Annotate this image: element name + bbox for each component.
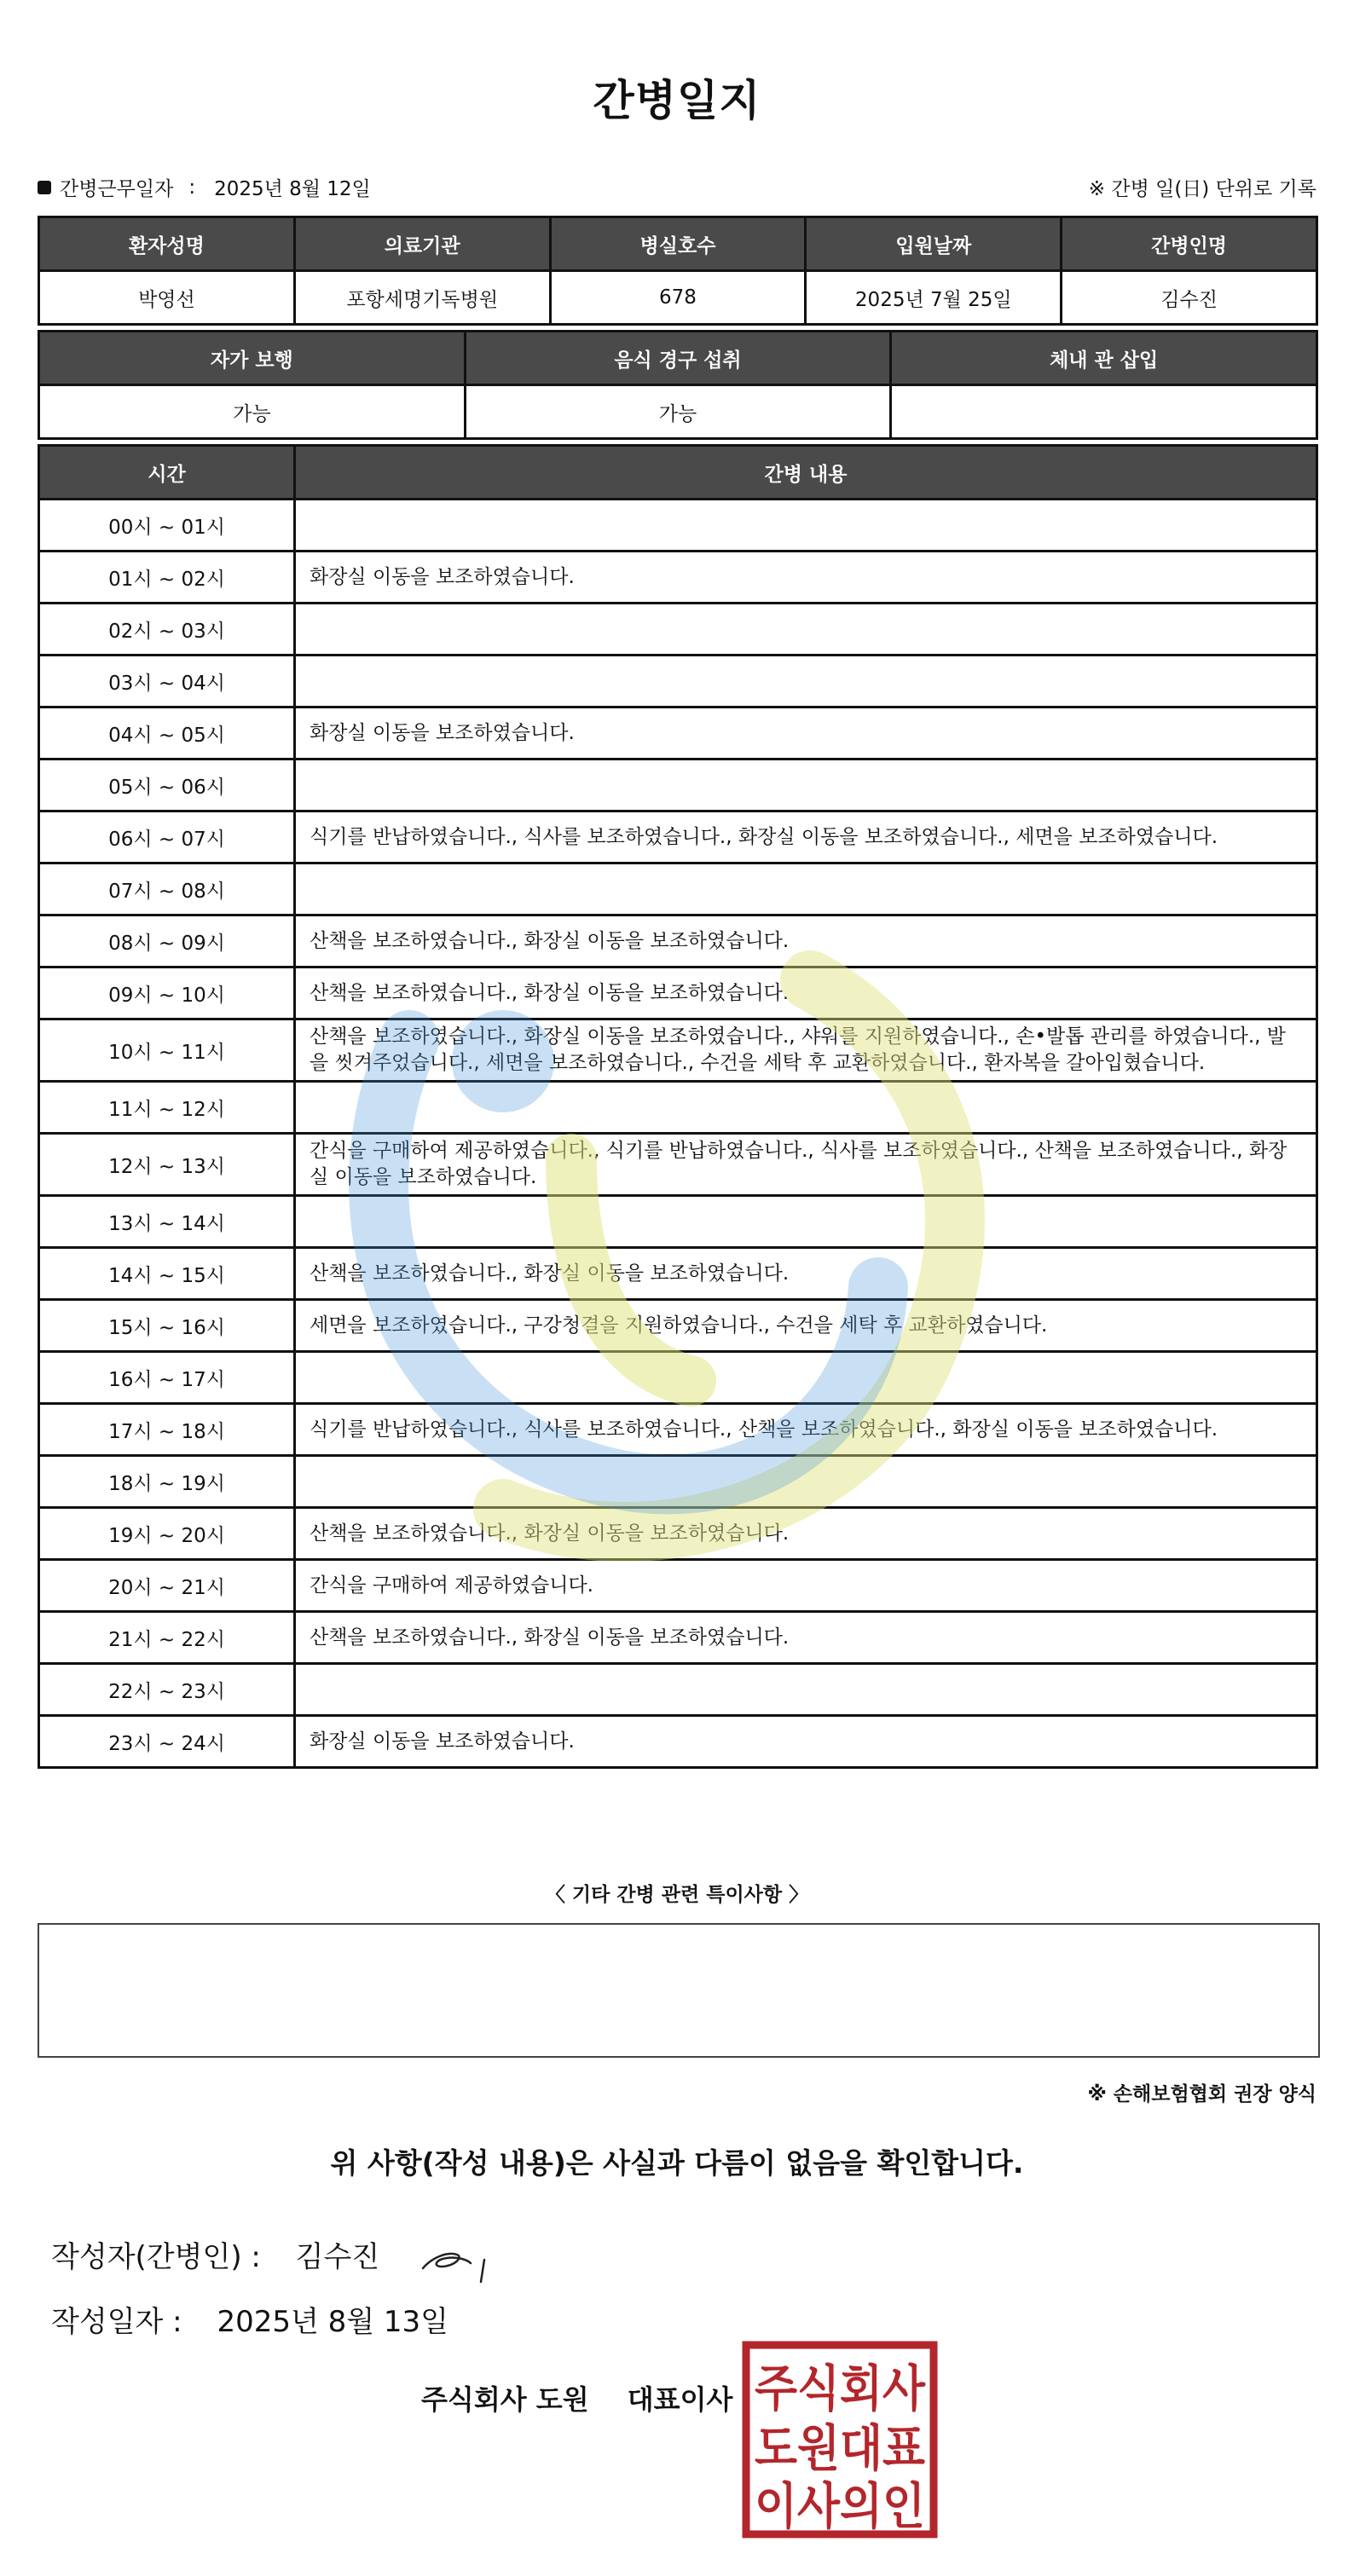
header-caregiver: 간병인명 [1062, 217, 1317, 271]
care-content [295, 500, 1317, 552]
work-date-label: 간병근무일자 [60, 178, 174, 200]
care-content [295, 760, 1317, 811]
admission-date: 2025년 7월 25일 [806, 271, 1062, 325]
table-row [39, 967, 1317, 1019]
self-walking-value: 가능 [39, 385, 466, 439]
hospital-name: 포항세명기독병원 [294, 271, 550, 325]
header-room: 병실호수 [550, 217, 806, 271]
time-slot: 13시 ~ 14시 [39, 1196, 295, 1248]
svg-text:주식회사: 주식회사 [755, 2359, 926, 2417]
oral-intake-value: 가능 [465, 385, 891, 439]
header-care-content: 간병 내용 [295, 446, 1317, 500]
header-time: 시간 [39, 446, 295, 500]
written-date-label: 작성일자 : [51, 2305, 182, 2339]
form-source-note: ※ 손해보험협회 권장 양식 [1087, 2083, 1316, 2105]
header-admission-date: 입원날짜 [806, 217, 1062, 271]
care-content [295, 604, 1317, 656]
care-content: 식기를 반납하였습니다., 식사를 보조하였습니다., 화장실 이동을 보조하였습니다., 세면을 보조하였습니다. [295, 811, 1317, 863]
svg-text:이사의인: 이사의인 [755, 2477, 925, 2535]
company-name: 주식회사 도원 [421, 2383, 589, 2416]
document-title: 간병일지 [593, 76, 761, 125]
table-row [39, 604, 1317, 656]
table-row [39, 811, 1317, 863]
patient-info-table [38, 216, 1318, 326]
care-content [295, 1352, 1317, 1404]
time-slot: 07시 ~ 08시 [39, 863, 295, 915]
header-patient-name: 환자성명 [39, 217, 295, 271]
care-content: 산책을 보조하였습니다., 화장실 이동을 보조하였습니다., 샤워를 지원하였습니다., 손•발톱 관리를 하였습니다., 발을 씻겨주었습니다., 세면을 보조하였습니다., 수건을 세탁 후 교환하였습니다., 환자복을 갈아입혔습니다. [295, 1019, 1317, 1082]
ability-table [38, 330, 1318, 440]
table-row [39, 708, 1317, 760]
table-row [39, 863, 1317, 915]
work-date-value: 2025년 8월 12일 [214, 178, 371, 200]
time-slot: 19시 ~ 20시 [39, 1508, 295, 1560]
time-slot: 01시 ~ 02시 [39, 552, 295, 604]
care-content [295, 656, 1317, 708]
care-content: 식기를 반납하였습니다., 식사를 보조하였습니다., 산책을 보조하였습니다., 화장실 이동을 보조하였습니다. [295, 1404, 1317, 1456]
table-row [39, 1612, 1317, 1664]
header-tube-insertion: 체내 관 삽입 [891, 332, 1317, 385]
time-slot: 14시 ~ 15시 [39, 1248, 295, 1300]
time-slot: 05시 ~ 06시 [39, 760, 295, 811]
table-row [39, 1716, 1317, 1768]
time-slot: 09시 ~ 10시 [39, 967, 295, 1019]
care-log-table [38, 444, 1318, 1769]
notes-box [38, 1923, 1320, 2058]
table-row [39, 656, 1317, 708]
time-slot: 00시 ~ 01시 [39, 500, 295, 552]
time-slot: 22시 ~ 23시 [39, 1664, 295, 1716]
care-content [295, 1456, 1317, 1508]
care-content: 화장실 이동을 보조하였습니다. [295, 708, 1317, 760]
company-rep-title: 대표이사 [627, 2383, 733, 2416]
time-slot: 23시 ~ 24시 [39, 1716, 295, 1768]
care-log-rows [39, 500, 1317, 1768]
time-slot: 21시 ~ 22시 [39, 1612, 295, 1664]
time-slot: 20시 ~ 21시 [39, 1560, 295, 1612]
table-row [39, 1560, 1317, 1612]
table-row [39, 1082, 1317, 1134]
table-row [39, 1404, 1317, 1456]
table-row [39, 1300, 1317, 1352]
header-self-walking: 자가 보행 [39, 332, 466, 385]
bullet-square-icon [38, 181, 51, 194]
unit-note: ※ 간병 일(日) 단위로 기록 [1088, 178, 1316, 200]
table-row [39, 1456, 1317, 1508]
tube-insertion-value [891, 385, 1317, 439]
company-seal-icon [742, 2341, 938, 2538]
time-slot: 16시 ~ 17시 [39, 1352, 295, 1404]
care-content [295, 1082, 1317, 1134]
table-row [39, 1352, 1317, 1404]
room-number: 678 [550, 271, 806, 325]
table-row [39, 1508, 1317, 1560]
table-row [39, 1019, 1317, 1082]
writer-line [51, 2233, 379, 2275]
time-slot: 04시 ~ 05시 [39, 708, 295, 760]
patient-name: 박영선 [39, 271, 295, 325]
care-content: 산책을 보조하였습니다., 화장실 이동을 보조하였습니다. [295, 915, 1317, 967]
care-content: 산책을 보조하였습니다., 화장실 이동을 보조하였습니다. [295, 1508, 1317, 1560]
time-slot: 17시 ~ 18시 [39, 1404, 295, 1456]
time-slot: 02시 ~ 03시 [39, 604, 295, 656]
table-row [39, 1196, 1317, 1248]
care-content: 산책을 보조하였습니다., 화장실 이동을 보조하였습니다. [295, 967, 1317, 1019]
table-row [39, 915, 1317, 967]
care-content: 산책을 보조하였습니다., 화장실 이동을 보조하였습니다. [295, 1248, 1317, 1300]
written-date-line [51, 2298, 448, 2340]
care-content [295, 1664, 1317, 1716]
care-content: 세면을 보조하였습니다., 구강청결을 지원하였습니다., 수건을 세탁 후 교환하였습니다. [295, 1300, 1317, 1352]
caregiver-name: 김수진 [1062, 271, 1317, 325]
signature-icon [418, 2229, 503, 2289]
time-slot: 08시 ~ 09시 [39, 915, 295, 967]
svg-text:도원대표: 도원대표 [755, 2419, 925, 2477]
written-date-value: 2025년 8월 13일 [217, 2305, 449, 2339]
company-signature [421, 2378, 732, 2417]
time-slot: 18시 ~ 19시 [39, 1456, 295, 1508]
notes-title: 〈 기타 간병 관련 특이사항 〉 [545, 1884, 809, 1906]
writer-label: 작성자(간병인) : [51, 2240, 261, 2274]
table-row [39, 1664, 1317, 1716]
work-date-line [38, 173, 371, 201]
care-content: 간식을 구매하여 제공하였습니다. [295, 1560, 1317, 1612]
time-slot: 11시 ~ 12시 [39, 1082, 295, 1134]
care-content: 산책을 보조하였습니다., 화장실 이동을 보조하였습니다. [295, 1612, 1317, 1664]
care-content [295, 1196, 1317, 1248]
care-content [295, 863, 1317, 915]
time-slot: 10시 ~ 11시 [39, 1019, 295, 1082]
colon: : [188, 176, 196, 199]
care-content: 화장실 이동을 보조하였습니다. [295, 1716, 1317, 1768]
table-row [39, 760, 1317, 811]
care-content: 화장실 이동을 보조하였습니다. [295, 552, 1317, 604]
header-oral-intake: 음식 경구 섭취 [465, 332, 891, 385]
time-slot: 15시 ~ 16시 [39, 1300, 295, 1352]
table-row [39, 1248, 1317, 1300]
table-row [39, 552, 1317, 604]
time-slot: 03시 ~ 04시 [39, 656, 295, 708]
writer-name: 김수진 [295, 2240, 380, 2274]
table-row [39, 500, 1317, 552]
header-hospital: 의료기관 [294, 217, 550, 271]
care-content: 간식을 구매하여 제공하였습니다., 식기를 반납하였습니다., 식사를 보조하였습니다., 산책을 보조하였습니다., 화장실 이동을 보조하였습니다. [295, 1134, 1317, 1196]
time-slot: 12시 ~ 13시 [39, 1134, 295, 1196]
table-row [39, 1134, 1317, 1196]
time-slot: 06시 ~ 07시 [39, 811, 295, 863]
confirmation-statement: 위 사항(작성 내용)은 사실과 다름이 없음을 확인합니다. [330, 2146, 1024, 2180]
